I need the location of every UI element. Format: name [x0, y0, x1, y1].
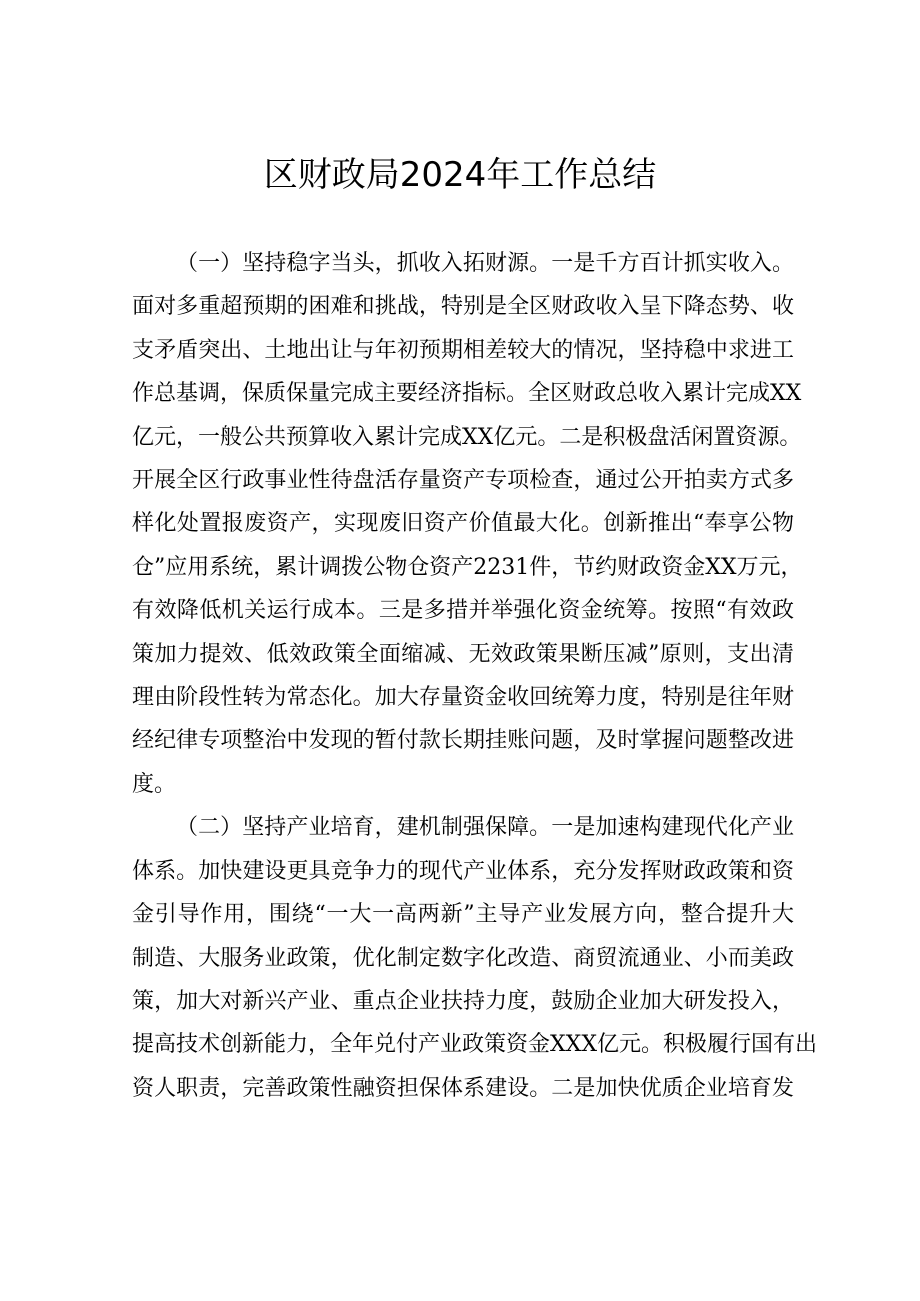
paragraph-line: 亿元，一般公共预算收入累计完成XX亿元。二是积极盘活闲置资源。: [132, 424, 802, 450]
paragraph-line: 开展全区行政事业性待盘活存量资产专项检查，通过公开拍卖方式多: [132, 468, 794, 494]
document-body: [132, 242, 817, 1110]
paragraph-line: 支矛盾突出、土地出让与年初预期相差较大的情况，坚持稳中求进工: [132, 337, 794, 363]
paragraph-line: 理由阶段性转为常态化。加大存量资金收回统筹力度，特别是往年财: [132, 685, 794, 711]
paragraph-line: 面对多重超预期的困难和挑战，特别是全区财政收入呈下降态势、收: [132, 294, 794, 320]
paragraph-line: 资人职责，完善政策性融资担保体系建设。二是加快优质企业培育发: [132, 1075, 794, 1101]
paragraph-line: 策，加大对新兴产业、重点企业扶持力度，鼓励企业加大研发投入，: [132, 988, 794, 1014]
paragraph-2: [132, 806, 817, 1110]
paragraph-line: 体系。加快建设更具竞争力的现代产业体系，充分发挥财政政策和资: [132, 858, 794, 884]
paragraph-line: 经纪律专项整治中发现的暂付款长期挂账问题，及时掌握问题整改进: [132, 728, 794, 754]
paragraph-line: 度。: [132, 771, 177, 797]
document-title: 区财政局2024年工作总结: [263, 155, 657, 195]
paragraph-1: [132, 242, 803, 806]
paragraph-line: 有效降低机关运行成本。三是多措并举强化资金统筹。按照“有效政: [132, 598, 794, 624]
paragraph-line: 策加力提效、低效政策全面缩减、无效政策果断压减”原则，支出清: [132, 641, 794, 667]
paragraph-line: 样化处置报废资产，实现废旧资产价值最大化。创新推出“奉享公物: [132, 511, 794, 537]
paragraph-line: 仓”应用系统，累计调拨公物仓资产2231件，节约财政资金XX万元，: [132, 554, 803, 580]
paragraph-line: 提高技术创新能力，全年兑付产业政策资金XXX亿元。积极履行国有出: [132, 1032, 817, 1058]
paragraph-line: （一）坚持稳字当头，抓收入拓财源。一是千方百计抓实收入。: [176, 251, 794, 276]
paragraph-line: 作总基调，保质保量完成主要经济指标。全区财政总收入累计完成XX: [132, 381, 802, 407]
paragraph-line: （二）坚持产业培育，建机制强保障。一是加速构建现代化产业: [176, 815, 794, 841]
paragraph-line: 制造、大服务业政策，优化制定数字化改造、商贸流通业、小而美政: [132, 945, 794, 971]
paragraph-line: 金引导作用，围绕“一大一高两新”主导产业发展方向，整合提升大: [132, 902, 794, 928]
